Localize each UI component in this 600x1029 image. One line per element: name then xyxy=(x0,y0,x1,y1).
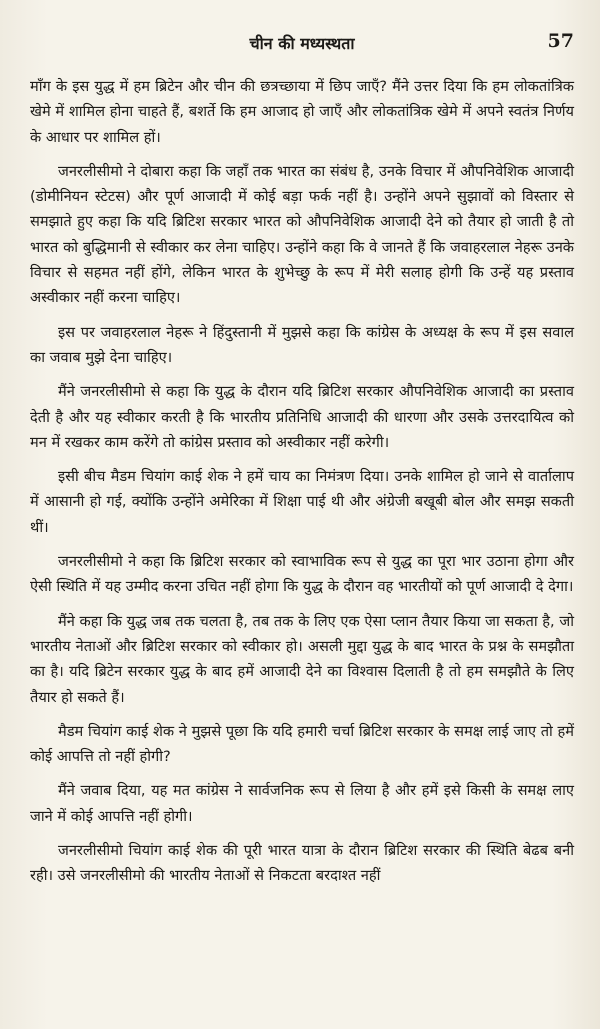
paragraph: मैंने जवाब दिया, यह मत कांग्रेस ने सार्वजनिक रूप से लिया है और हमें इसे किसी के समक्ष लाए जाने में कोई आपत्ति नहीं होगी। xyxy=(30,782,574,825)
paragraph: इस पर जवाहरलाल नेहरू ने हिंदुस्तानी में मुझसे कहा कि कांग्रेस के अध्यक्ष के रूप में इस सवाल का जवाब मुझे देना चाहिए। xyxy=(30,323,574,366)
paragraph: इसी बीच मैडम चियांग काई शेक ने हमें चाय का निमंत्रण दिया। उनके शामिल हो जाने से वार्तालाप में आसानी हो गई, क्योंकि उन्होंने अमेरिका में शिक्षा पाई थी और अंग्रेजी बखूबी बोल और समझ सकती थीं। xyxy=(30,468,574,536)
page-header xyxy=(30,32,574,54)
paragraph: जनरलीसीमो ने दोबारा कहा कि जहाँ तक भारत का संबंध है, उनके विचार में औपनिवेशिक आजादी (डोमीनियन स्टेटस) और पूर्ण आजादी में कोई बड़ा फर्क नहीं है। उन्होंने अपने सुझावों को विस्तार से समझाते हुए कहा कि यदि ब्रिटिश सरकार भारत को औपनिवेशिक आजादी देने को तैयार हो जाती है तो भारत को बुद्धिमानी से स्वीकार कर लेना चाहिए। उन्होंने कहा कि वे जानते हैं कि जवाहरलाल नेहरू उनके विचार से सहमत नहीं होंगे, लेकिन भारत के शुभेच्छु के रूप में मेरी सलाह होगी कि उन्हें यह प्रस्ताव अस्वीकार नहीं करना चाहिए। xyxy=(30,162,575,307)
paragraph: जनरलीसीमो ने कहा कि ब्रिटिश सरकार को स्वाभाविक रूप से युद्ध का पूरा भार उठाना होगा और ऐसी स्थिति में यह उम्मीद करना उचित नहीं होगा कि युद्ध के दौरान वह भारतीयों को पूर्ण आजादी दे देगा। xyxy=(30,553,574,596)
paragraph: जनरलीसीमो चियांग काई शेक की पूरी भारत यात्रा के दौरान ब्रिटिश सरकार की स्थिति बेढब बनी रही। उसे जनरलीसीमो की भारतीय नेताओं से निकटता बरदाश्त नहीं xyxy=(30,842,574,885)
page-body xyxy=(30,74,574,898)
running-title: चीन की मध्यस्थता xyxy=(249,34,355,53)
paragraph: मैंने कहा कि युद्ध जब तक चलता है, तब तक के लिए एक ऐसा प्लान तैयार किया जा सकता है, जो भारतीय नेताओं और ब्रिटिश सरकार को स्वीकार हो। असली मुद्दा युद्ध के बाद भारत के प्रश्न के समझौता का है। यदि ब्रिटेन सरकार युद्ध के बाद हमें आजादी देने का विश्वास दिलाती है तो हम समझौते के लिए तैयार हो सकते हैं। xyxy=(30,612,574,706)
paragraph: मैंने जनरलीसीमो से कहा कि युद्ध के दौरान यदि ब्रिटिश सरकार औपनिवेशिक आजादी का प्रस्ताव देती है और यह स्वीकार करती है कि भारतीय प्रतिनिधि आजादी की धारणा और उसके उत्तरदायित्व को मन में रखकर काम करेंगे तो कांग्रेस प्रस्ताव को अस्वीकार नहीं करेगी। xyxy=(30,383,574,451)
paragraph: मैडम चियांग काई शेक ने मुझसे पूछा कि यदि हमारी चर्चा ब्रिटिश सरकार के समक्ष लाई जाए तो हमें कोई आपत्ति तो नहीं होगी? xyxy=(30,722,574,766)
page-number: 57 xyxy=(547,30,574,52)
paragraph: माँग के इस युद्ध में हम ब्रिटेन और चीन की छत्रच्छाया में छिप जाएँ? मैंने उत्तर दिया कि हम लोकतांत्रिक खेमे में शामिल होना चाहते हैं, बशर्ते कि हम आजाद हो जाएँ और लोकतांत्रिक खेमे में अपने स्वतंत्र निर्णय के आधार पर शामिल हों। xyxy=(30,78,574,146)
